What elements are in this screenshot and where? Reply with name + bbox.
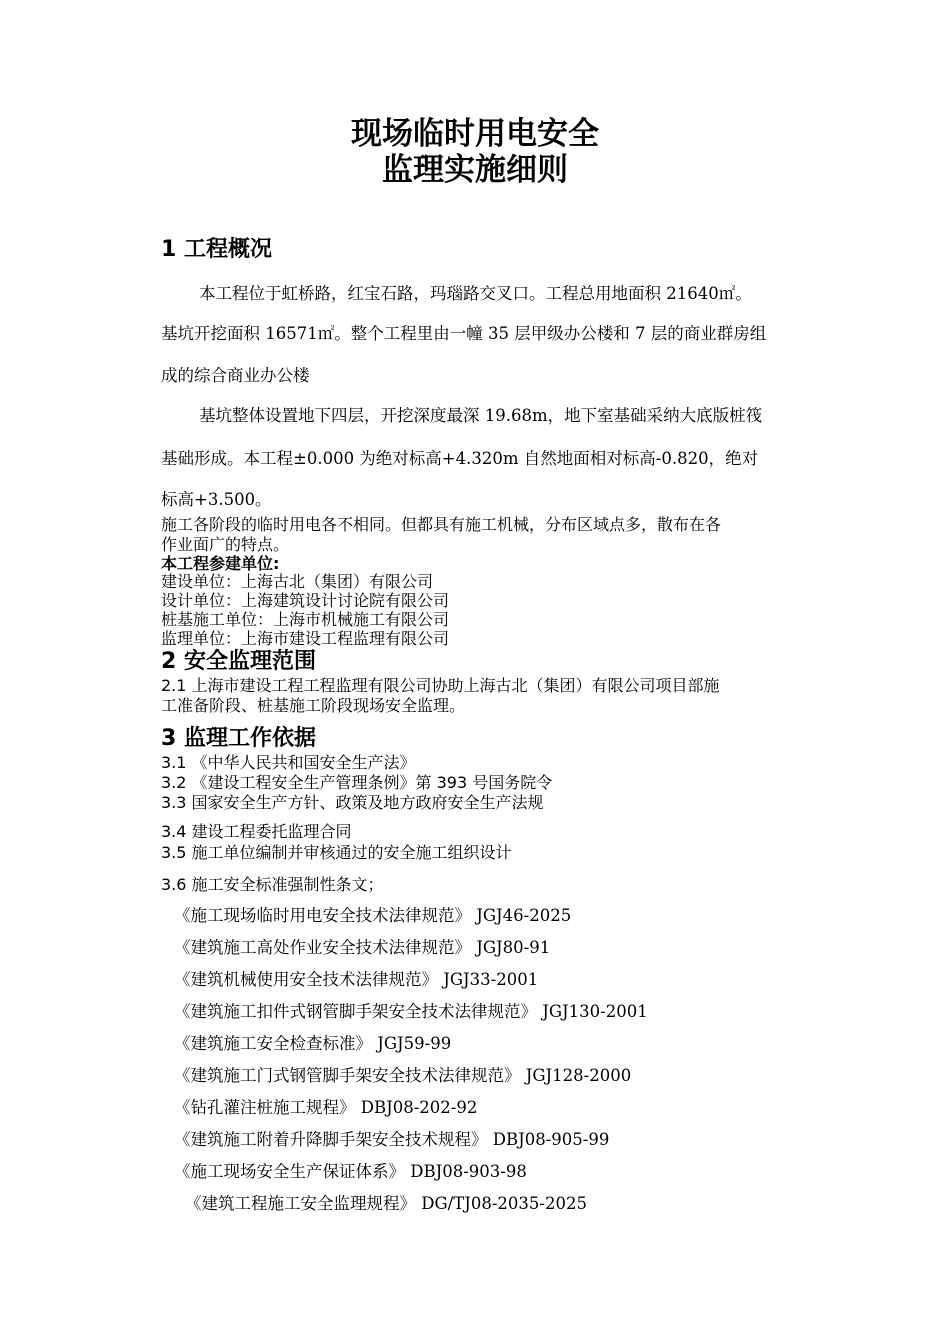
para1-line3: 成的综合商业办公楼 bbox=[161, 366, 310, 385]
standard-item: 《建筑机械使用安全技术法律规范》 JGJ33-2001 bbox=[174, 970, 539, 989]
standard-item: 《建筑工程施工安全监理规程》 DG/TJ08-2035-2025 bbox=[185, 1194, 587, 1213]
unit-pile: 桩基施工单位：上海市机械施工有限公司 bbox=[161, 610, 450, 629]
title-line-2: 监理实施细则 bbox=[382, 152, 568, 188]
para3-line1: 施工各阶段的临时用电各不相同。但都具有施工机械，分布区域点多，散布在各 bbox=[161, 515, 722, 534]
basis-item: 3.1 《中华人民共和国安全生产法》 bbox=[161, 753, 416, 772]
basis-item: 3.5 施工单位编制并审核通过的安全施工组织设计 bbox=[161, 843, 512, 862]
basis-item: 3.2 《建设工程安全生产管理条例》第 393 号国务院令 bbox=[161, 773, 553, 792]
section-2-line2: 工准备阶段、桩基施工阶段现场安全监理。 bbox=[161, 696, 466, 715]
para2-line3: 标高+3.500。 bbox=[161, 490, 272, 509]
para3-line2: 作业面广的特点。 bbox=[161, 535, 290, 554]
section-2-line1: 2.1 上海市建设工程工程监理有限公司协助上海古北（集团）有限公司项目部施 bbox=[161, 676, 720, 695]
units-heading: 本工程参建单位: bbox=[161, 554, 280, 573]
section-3-heading: 3 监理工作依据 bbox=[161, 726, 316, 751]
standard-item: 《建筑施工高处作业安全技术法律规范》 JGJ80-91 bbox=[174, 938, 551, 957]
standard-item: 《建筑施工门式钢管脚手架安全技术法律规范》 JGJ128-2000 bbox=[174, 1066, 632, 1085]
unit-construction: 建设单位：上海古北（集团）有限公司 bbox=[161, 572, 434, 591]
title-line-1: 现场临时用电安全 bbox=[351, 116, 599, 152]
basis-item: 3.4 建设工程委托监理合同 bbox=[161, 822, 352, 841]
standard-item: 《钻孔灌注桩施工规程》 DBJ08-202-92 bbox=[174, 1098, 478, 1117]
para1-line1: 本工程位于虹桥路，红宝石路，玛瑙路交叉口。工程总用地面积 21640㎡。 bbox=[199, 284, 752, 303]
standard-item: 《施工现场临时用电安全技术法律规范》 JGJ46-2025 bbox=[174, 906, 572, 925]
standard-item: 《建筑施工安全检查标准》 JGJ59-99 bbox=[174, 1034, 452, 1053]
section-1-heading: 1 工程概况 bbox=[161, 237, 272, 262]
basis-item: 3.6 施工安全标准强制性条文； bbox=[161, 875, 384, 894]
para1-line2: 基坑开挖面积 16571㎡。整个工程里由一幢 35 层甲级办公楼和 7 层的商业群房组 bbox=[161, 324, 767, 343]
standard-item: 《施工现场安全生产保证体系》 DBJ08-903-98 bbox=[174, 1162, 527, 1181]
para2-line2: 基础形成。本工程±0.000 为绝对标高+4.320m 自然地面相对标高-0.820，绝对 bbox=[161, 449, 759, 468]
unit-design: 设计单位：上海建筑设计讨论院有限公司 bbox=[161, 591, 450, 610]
unit-supervision: 监理单位：上海市建设工程监理有限公司 bbox=[161, 629, 450, 648]
section-2-heading: 2 安全监理范围 bbox=[161, 649, 316, 674]
para2-line1: 基坑整体设置地下四层，开挖深度最深 19.68m，地下室基础采纳大底版桩筏 bbox=[199, 406, 763, 425]
basis-item: 3.3 国家安全生产方针、政策及地方政府安全生产法规 bbox=[161, 793, 544, 812]
standard-item: 《建筑施工附着升降脚手架安全技术规程》 DBJ08-905-99 bbox=[174, 1130, 610, 1149]
standard-item: 《建筑施工扣件式钢管脚手架安全技术法律规范》 JGJ130-2001 bbox=[174, 1002, 648, 1021]
